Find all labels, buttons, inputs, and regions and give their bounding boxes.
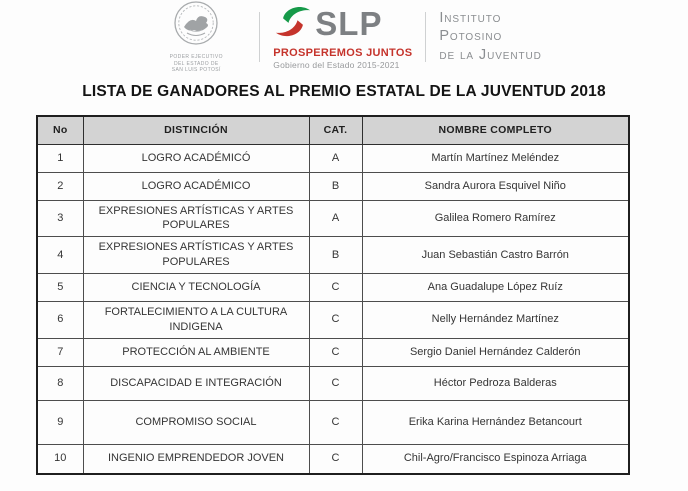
- slp-subtitle: Gobierno del Estado 2015-2021: [273, 59, 400, 70]
- table-row: [37, 237, 629, 274]
- cell-no: 3: [37, 200, 83, 237]
- seal-caption-line: PODER EJECUTIVO: [169, 53, 223, 60]
- cell-distincion: PROTECCIÓN AL AMBIENTE: [83, 338, 309, 366]
- cell-categoria: C: [309, 273, 362, 301]
- cell-categoria: A: [309, 144, 362, 172]
- cell-distincion: CIENCIA Y TECNOLOGÍA: [83, 273, 309, 301]
- slp-slogan: PROSPEREMOS JUNTOS: [273, 46, 413, 59]
- table-row: [37, 301, 629, 338]
- cell-categoria: C: [309, 444, 362, 474]
- national-seal-block: [146, 0, 246, 74]
- cell-no: 5: [37, 273, 83, 301]
- cell-no: 6: [37, 301, 83, 338]
- cell-categoria: A: [309, 200, 362, 237]
- cell-no: 1: [37, 144, 83, 172]
- cell-nombre: Sandra Aurora Esquivel Niño: [362, 172, 629, 200]
- letterhead-divider: [425, 12, 426, 62]
- winners-table: [36, 115, 630, 475]
- cell-distincion: LOGRO ACADÉMICO: [83, 172, 309, 200]
- institute-name: [439, 9, 541, 63]
- column-header-nombre: NOMBRE COMPLETO: [362, 116, 629, 144]
- table-row: [37, 273, 629, 301]
- cell-nombre: Nelly Hernández Martínez: [362, 301, 629, 338]
- cell-distincion: FORTALECIMIENTO A LA CULTURA INDIGENA: [83, 301, 309, 338]
- cell-no: 4: [37, 237, 83, 274]
- slp-acronym: SLP: [315, 5, 383, 43]
- cell-distincion: DISCAPACIDAD E INTEGRACIÓN: [83, 366, 309, 400]
- table-header-row: [37, 116, 629, 144]
- seal-caption-line: DEL ESTADO DE: [173, 60, 219, 67]
- cell-distincion: INGENIO EMPRENDEDOR JOVEN: [83, 444, 309, 474]
- cell-categoria: B: [309, 172, 362, 200]
- table-row: [37, 366, 629, 400]
- page-title: LISTA DE GANADORES AL PREMIO ESTATAL DE LA JUVENTUD 2018: [82, 83, 606, 100]
- slp-logo: [273, 4, 412, 70]
- cell-nombre: Martín Martínez Meléndez: [362, 144, 629, 172]
- cell-categoria: C: [309, 301, 362, 338]
- cell-nombre: Chil-Agro/Francisco Espinoza Arriaga: [362, 444, 629, 474]
- cell-nombre: Sergio Daniel Hernández Calderón: [362, 338, 629, 366]
- cell-no: 8: [37, 366, 83, 400]
- seal-caption: [170, 54, 223, 74]
- letterhead-divider: [259, 12, 260, 62]
- table-row: [37, 338, 629, 366]
- cell-categoria: B: [309, 237, 362, 274]
- cell-no: 9: [37, 400, 83, 444]
- cell-no: 10: [37, 444, 83, 474]
- institute-name-line: de la Juventud: [439, 46, 542, 63]
- cell-distincion: COMPROMISO SOCIAL: [83, 400, 309, 444]
- cell-nombre: Juan Sebastián Castro Barrón: [362, 237, 629, 274]
- table-row: [37, 172, 629, 200]
- table-row: [37, 144, 629, 172]
- cell-no: 7: [37, 338, 83, 366]
- slp-swoosh-icon: [273, 4, 313, 45]
- cell-categoria: C: [309, 366, 362, 400]
- cell-categoria: C: [309, 338, 362, 366]
- table-row: [37, 444, 629, 474]
- cell-nombre: Ana Guadalupe López Ruíz: [362, 273, 629, 301]
- cell-distincion: EXPRESIONES ARTÍSTICAS Y ARTES POPULARES: [83, 200, 309, 237]
- seal-caption-line: SAN LUIS POTOSÍ: [171, 67, 221, 74]
- cell-no: 2: [37, 172, 83, 200]
- winners-table-body: [37, 144, 629, 474]
- institute-name-line: Instituto: [439, 10, 502, 27]
- letterhead: [0, 0, 688, 74]
- cell-categoria: C: [309, 400, 362, 444]
- column-header-cat: CAT.: [309, 116, 362, 144]
- cell-distincion: LOGRO ACADÉMICÓ: [83, 144, 309, 172]
- mexican-coat-of-arms-icon: [167, 0, 225, 56]
- cell-nombre: Galilea Romero Ramírez: [362, 200, 629, 237]
- cell-nombre: Erika Karina Hernández Betancourt: [362, 400, 629, 444]
- column-header-no: No: [37, 116, 83, 144]
- cell-nombre: Héctor Pedroza Balderas: [362, 366, 629, 400]
- table-row: [37, 200, 629, 237]
- table-row: [37, 400, 629, 444]
- institute-name-line: Potosino: [439, 28, 503, 45]
- column-header-distincion: DISTINCIÓN: [83, 116, 309, 144]
- cell-distincion: EXPRESIONES ARTÍSTICAS Y ARTES POPULARES: [83, 237, 309, 274]
